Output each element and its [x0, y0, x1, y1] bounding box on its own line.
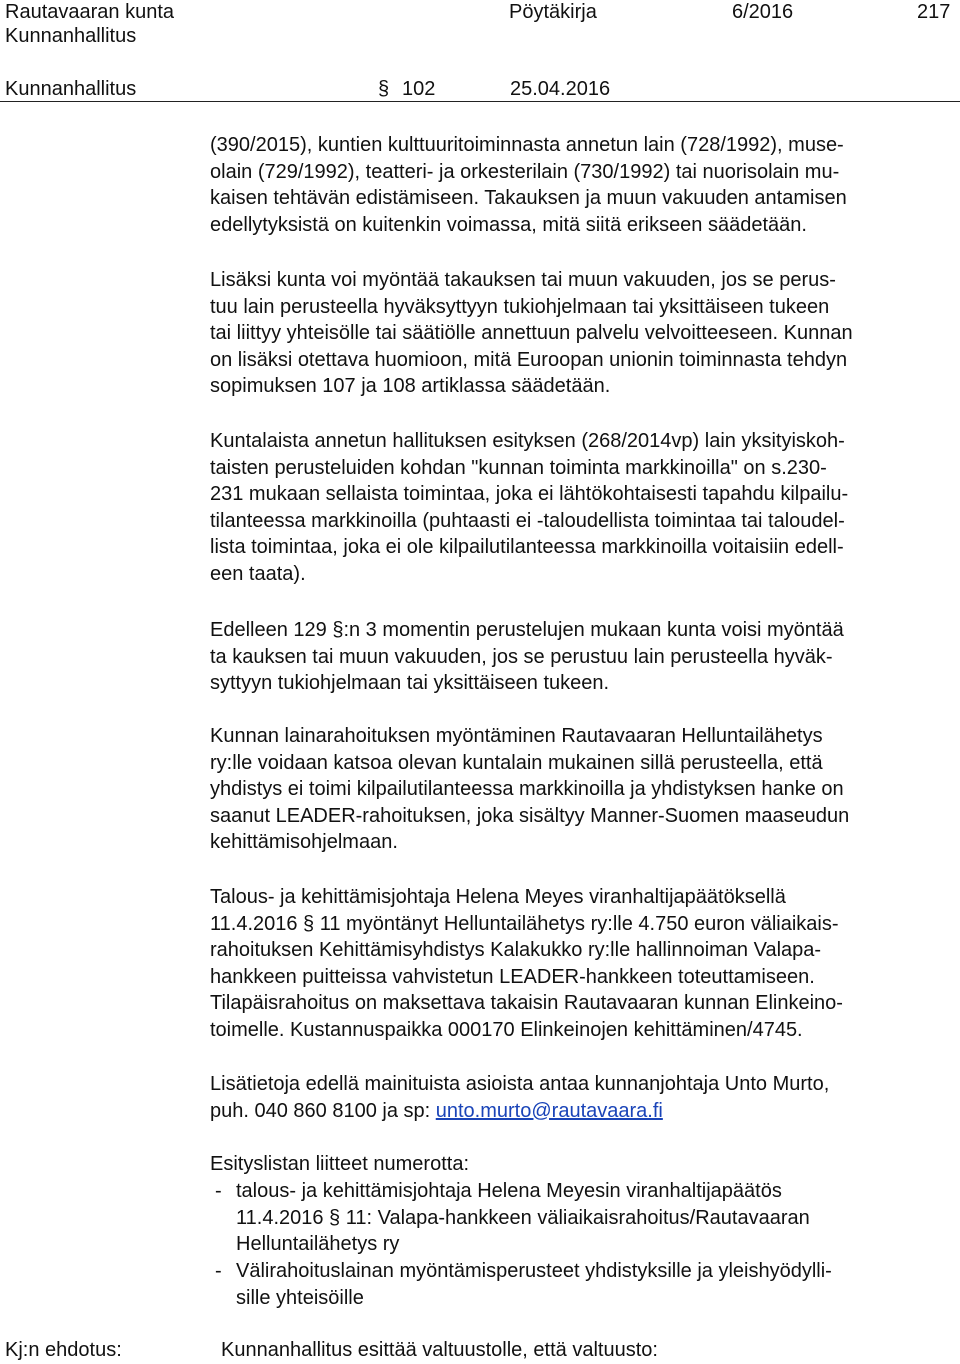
- attachment-item: [236, 1178, 960, 1258]
- attachments-section: [210, 1151, 958, 1178]
- section-number: 102: [402, 78, 436, 100]
- text-line: talous- ja kehittämisjohtaja Helena Meyesin viranhaltijapäätös: [236, 1180, 782, 1202]
- text-line: saanut LEADER-rahoituksen, joka sisältyy Manner-Suomen maaseudun: [210, 804, 850, 827]
- text-line: 11.4.2016 § 11: Valapa-hankkeen väliaikaisrahoitus/Rautavaaran: [236, 1206, 810, 1229]
- text-line: hankkeen puitteissa vahvistetun LEADER-hankkeen toteuttamiseen.: [210, 965, 815, 988]
- text-line: edellytyksistä on kuitenkin voimassa, mitä siitä erikseen säädetään.: [210, 213, 807, 236]
- attachments-heading: Esityslistan liitteet numerotta:: [210, 1153, 469, 1175]
- text-line: 11.4.2016 § 11 myöntänyt Helluntailähetys ry:lle 4.750 euron väliaikais-: [210, 912, 839, 935]
- paragraph-2: [210, 267, 958, 400]
- text-line: Talous- ja kehittämisjohtaja Helena Meyes viranhaltijapäätöksellä: [210, 886, 786, 908]
- document-number: 6/2016: [732, 1, 794, 23]
- paragraph-1: [210, 132, 958, 238]
- email-link[interactable]: unto.murto@rautavaara.fi: [435, 1099, 663, 1122]
- text-line: tilanteessa markkinoilla (puhtaasti ei -taloudellista toimintaa tai taloudel-: [210, 509, 845, 532]
- text-line: sille yhteisöille: [236, 1286, 364, 1309]
- paragraph-4: [210, 617, 958, 697]
- document-type: Pöytäkirja: [509, 1, 597, 23]
- text-line: Tilapäisrahoitus on maksettava takaisin Rautavaaran kunnan Elinkeino-: [210, 992, 843, 1014]
- paragraph-5: [210, 723, 958, 856]
- text-line: rahoituksen Kehittämisyhdistys Kalakukko ry:lle hallinnoiman Valapa-: [210, 939, 822, 961]
- text-line: Kuntalaista annetun hallituksen esityksen (268/2014vp) lain yksityiskoh-: [210, 430, 845, 452]
- section-date: 25.04.2016: [510, 78, 611, 100]
- text-line: een taata).: [210, 562, 306, 585]
- text-line: ta kauksen tai muun vakuuden, jos se perustuu lain perusteella hyväk-: [210, 645, 833, 668]
- text-line: tuu lain perusteella hyväksyttyyn tukiohjelmaan tai yksittäiseen tukeen: [210, 295, 830, 318]
- text-line: taisten perusteluiden kohdan "kunnan toiminta markkinoilla" on s.230-: [210, 456, 827, 479]
- page-number: 217: [917, 1, 951, 23]
- paragraph-6: [210, 884, 958, 1043]
- text-line: ry:lle voidaan katsoa olevan kuntalain mukainen sillä perusteella, että: [210, 751, 823, 774]
- text-line: Lisätietoja edellä mainituista asioista antaa kunnanjohtaja Unto Murto,: [210, 1073, 830, 1095]
- paragraph-3: [210, 428, 958, 587]
- text-line: sopimuksen 107 ja 108 artiklassa säädetään.: [210, 375, 611, 397]
- body-name: Kunnanhallitus: [5, 25, 137, 47]
- text-line: 231 mukaan sellaista toimintaa, joka ei lähtökohtaisesti tapahdu kilpailu-: [210, 483, 849, 505]
- text-line: Edelleen 129 §:n 3 momentin perustelujen mukaan kunta voisi myöntää: [210, 619, 844, 641]
- contact-line: [210, 1098, 958, 1125]
- proposal-label: Kj:n ehdotus:: [5, 1339, 122, 1361]
- attachment-bullet: -: [215, 1260, 222, 1282]
- header-rule: [0, 101, 960, 102]
- text-line: yhdistys ei toimi kilpailutilanteessa markkinoilla ja yhdistyksen hanke on: [210, 778, 844, 800]
- text-line: kaisen tehtävän edistämiseen. Takauksen ja muun vakuuden antamisen: [210, 187, 847, 209]
- text-line: (390/2015), kuntien kulttuuritoiminnasta annetun lain (728/1992), muse-: [210, 134, 844, 156]
- section-body: Kunnanhallitus: [5, 78, 137, 100]
- proposal-text: Kunnanhallitus esittää valtuustolle, että valtuusto:: [221, 1339, 658, 1361]
- text-line: syttyyn tukiohjelmaan tai yksittäiseen tukeen.: [210, 672, 610, 694]
- contact-info: [210, 1071, 958, 1124]
- municipality-name: Rautavaaran kunta: [5, 1, 175, 23]
- attachment-item: [236, 1258, 960, 1311]
- text-line: lista toimintaa, joka ei ole kilpailutilanteessa markkinoilla voitaisiin edell-: [210, 536, 844, 558]
- attachment-bullet: -: [215, 1180, 222, 1202]
- text-line: olain (729/1992), teatteri- ja orkesterilain (730/1992) tai nuorisolain mu-: [210, 160, 840, 183]
- text-line: on lisäksi otettava huomioon, mitä Euroopan unionin toiminnasta tehdyn: [210, 348, 848, 371]
- text-line: tai liittyy yhteisölle tai säätiölle annettuun palvelu velvoitteeseen. Kunnan: [210, 322, 853, 344]
- text-line: Välirahoituslainan myöntämisperusteet yhdistyksille ja yleishyödylli-: [236, 1260, 832, 1282]
- text-line: kehittämisohjelmaan.: [210, 831, 398, 853]
- contact-phone: puh. 040 860 8100 ja sp:: [210, 1099, 436, 1122]
- text-line: toimelle. Kustannuspaikka 000170 Elinkeinojen kehittäminen/4745.: [210, 1018, 803, 1041]
- text-line: Lisäksi kunta voi myöntää takauksen tai muun vakuuden, jos se perus-: [210, 269, 836, 291]
- text-line: Kunnan lainarahoituksen myöntäminen Rautavaaran Helluntailähetys: [210, 725, 823, 747]
- text-line: Helluntailähetys ry: [236, 1233, 400, 1255]
- section-number-prefix: §: [378, 78, 390, 100]
